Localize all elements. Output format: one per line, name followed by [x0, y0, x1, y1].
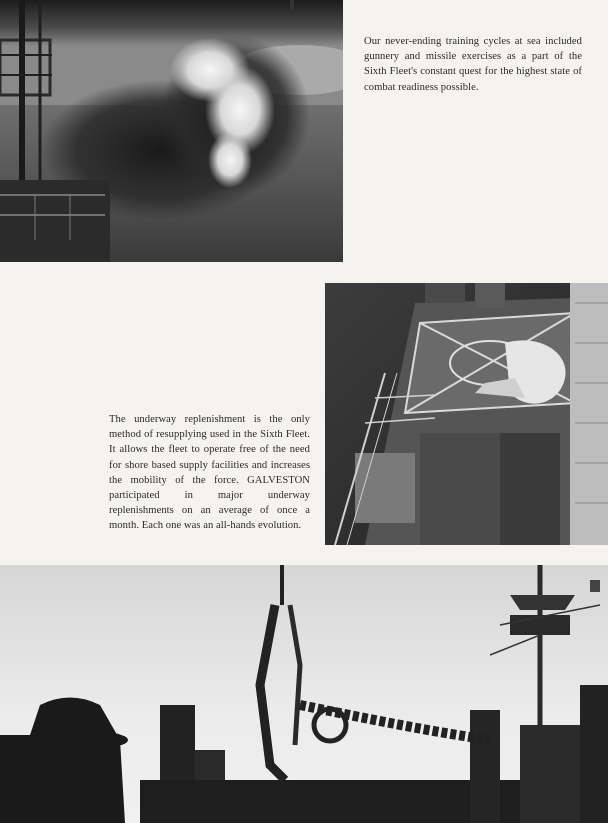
replenishment-rigging-photo: [0, 565, 608, 823]
training-caption: Our never-ending training cycles at sea included gunnery and missile exercises as a part of the Sixth Fleet's constant quest for the highest state of combat readiness possible.: [364, 36, 582, 93]
replenishment-rigging-image: [0, 565, 608, 823]
gunfire-smoke-photo: [0, 0, 343, 262]
ship-deck-image: [325, 283, 608, 545]
ship-deck-photo: [325, 283, 608, 545]
gunfire-smoke-image: [0, 0, 343, 262]
replenishment-caption: The underway replenishment is the only method of resupplying used in the Sixth Fleet. It allows the fleet to operate free of the need for shore based supply facilities and increases the mobility of the force. GALVESTON participated in major underway replenishments on an average of once a month. Each one was an all-hands evolution.: [109, 414, 310, 532]
